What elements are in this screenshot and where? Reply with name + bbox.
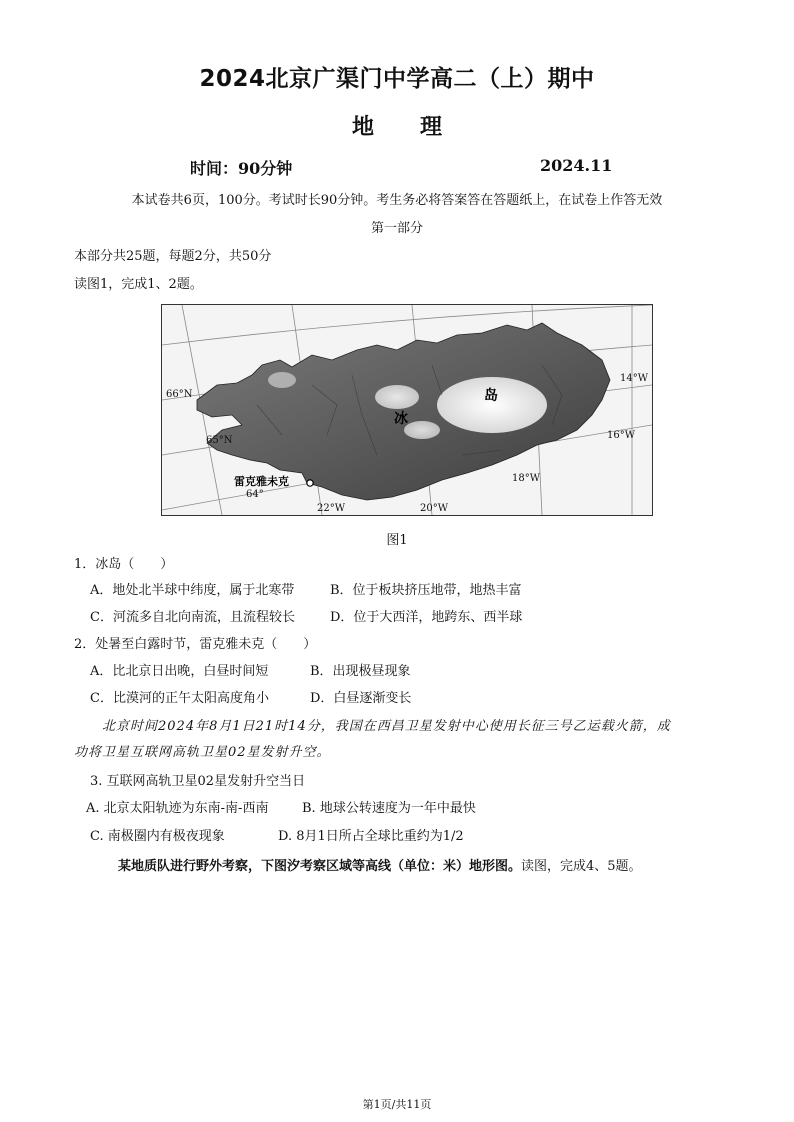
- read-map-instruction: 读图1，完成1、2题。: [74, 277, 203, 292]
- exam-info-line: [0, 156, 794, 180]
- question-2-option-d: D．白昼逐渐变长: [310, 691, 412, 706]
- label-lat-64: 64°: [246, 489, 264, 500]
- question-1-stem: 1．冰岛（ ）: [74, 557, 174, 572]
- question-3-stem: 3. 互联网高轨卫星02星发射升空当日: [90, 774, 306, 789]
- iceland-map-svg: [162, 305, 652, 515]
- question-2-option-a: A．比北京日出晚，白昼时间短: [90, 664, 269, 679]
- question-2-option-b: B．出现极昼现象: [310, 664, 411, 679]
- part-description: 本部分共25题，每题2分，共50分: [74, 249, 272, 264]
- exam-date: 2024.11: [540, 156, 613, 175]
- langjokull-glacier: [375, 385, 419, 409]
- label-dao: 岛: [484, 388, 498, 404]
- label-bing: 冰: [394, 411, 408, 427]
- subject-char-1: 地: [351, 115, 374, 140]
- west-highland: [268, 372, 296, 388]
- passage-line-2: 功将卫星互联网高轨卫星02星发射升空。: [74, 745, 331, 760]
- vatnajokull-glacier: [437, 377, 547, 433]
- label-lon-22: 22°W: [317, 503, 346, 514]
- question-1-option-c: C．河流多自北向南流，且流程较长: [90, 610, 295, 625]
- label-reykjavik: 雷克雅未克: [234, 475, 289, 488]
- figure-caption: 图1: [386, 533, 408, 548]
- page-title: 2024北京广渠门中学高二（上）期中: [199, 66, 595, 92]
- next-section-intro-rest: 读图，完成4、5题。: [521, 859, 642, 874]
- label-lat-65: 65°N: [206, 435, 233, 446]
- part-title: 第一部分: [370, 221, 423, 236]
- subject-char-2: 理: [420, 115, 443, 140]
- myrdalsjokull-glacier: [404, 421, 440, 439]
- next-section-intro-bold: 某地质队进行野外考察，下图汐考察区域等高线（单位：米）地形图。: [118, 859, 522, 874]
- reykjavik-point: [307, 480, 313, 486]
- question-2-option-c: C．比漠河的正午太阳高度角小: [90, 691, 269, 706]
- question-3-option-a: A. 北京太阳轨迹为东南-南-西南: [86, 801, 269, 816]
- question-3-option-d: D. 8月1日所占全球比重约为1/2: [278, 829, 464, 844]
- question-1-option-d: D．位于大西洋，地跨东、西半球: [330, 610, 523, 625]
- label-lon-20: 20°W: [420, 503, 449, 514]
- page-number: 第1页/共11页: [362, 1098, 432, 1111]
- next-section-intro: [118, 858, 642, 876]
- label-lon-14: 14°W: [620, 373, 649, 384]
- passage-line-1: 北京时间2024年8月1日21时14分，我国在西昌卫星发射中心使用长征三号乙运载火箭，成: [102, 719, 671, 734]
- exam-intro: 本试卷共6页，100分。考试时长90分钟。考生务必将答案答在答题纸上，在试卷上作答无效: [131, 193, 663, 208]
- question-3-option-b: B. 地球公转速度为一年中最快: [302, 801, 476, 816]
- exam-duration: 时间：90分钟: [190, 159, 293, 178]
- question-1-option-b: B．位于板块挤压地带，地热丰富: [330, 583, 522, 598]
- question-3-option-c: C. 南极圈内有极夜现象: [90, 829, 225, 844]
- label-lon-18: 18°W: [512, 473, 541, 484]
- question-2-stem: 2．处暑至白露时节，雷克雅未克（ ）: [74, 637, 317, 652]
- question-1-option-a: A．地处北半球中纬度，属于北寒带: [90, 583, 295, 598]
- label-lat-66: 66°N: [166, 389, 193, 400]
- iceland-map: [161, 304, 653, 516]
- subject-title: [0, 110, 794, 141]
- label-lon-16: 16°W: [607, 430, 636, 441]
